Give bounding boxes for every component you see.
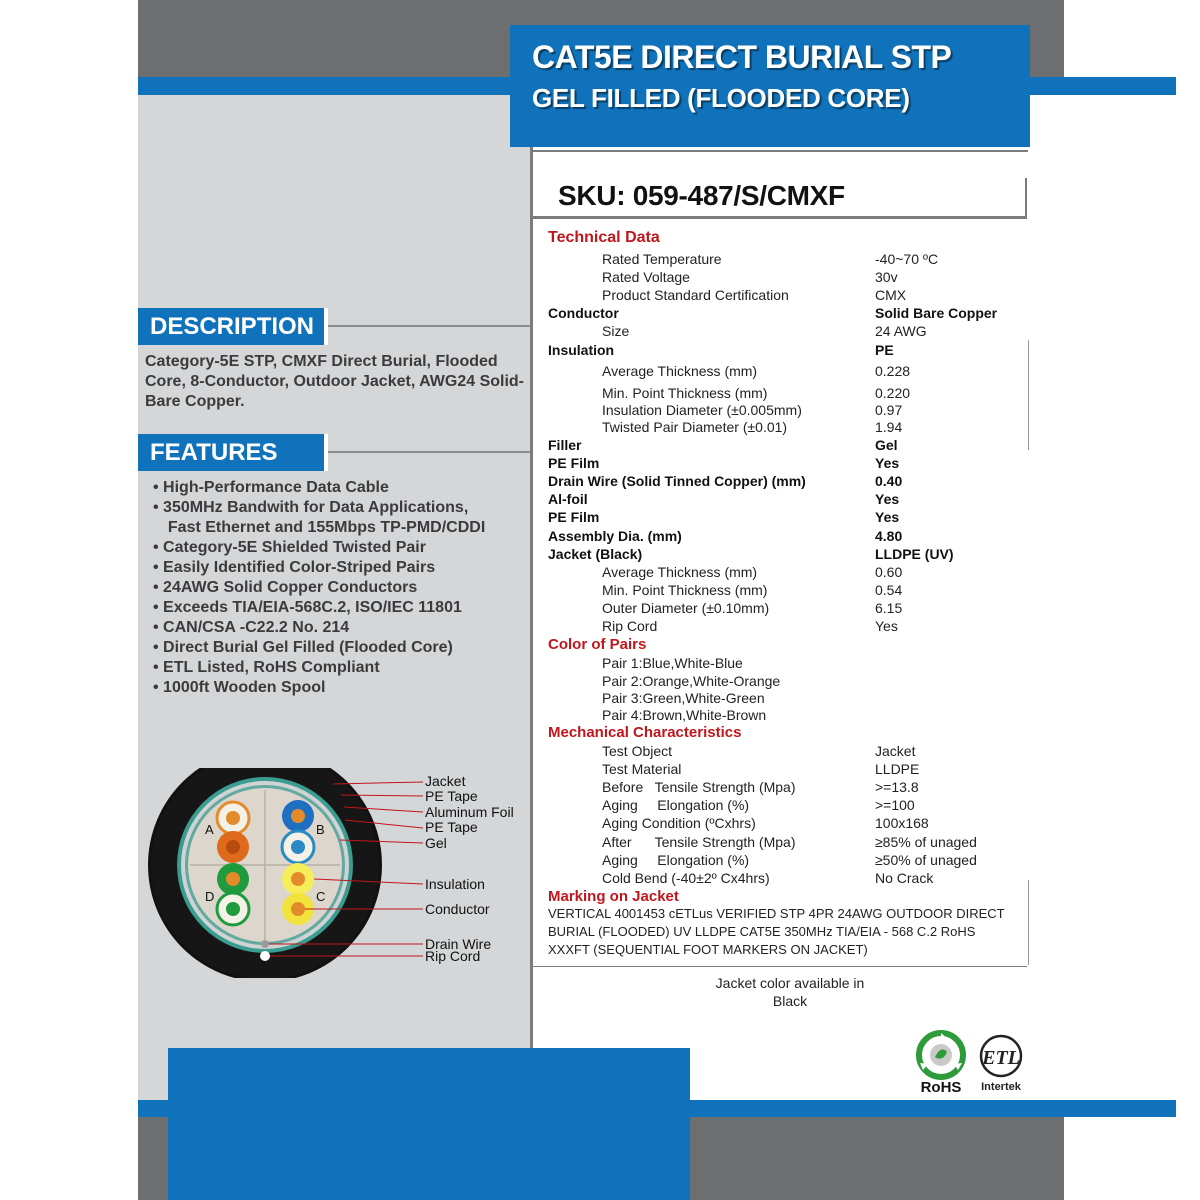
tech-row-label: Insulation Diameter (±0.005mm) [602,402,802,418]
tech-row-value: 0.60 [875,564,903,580]
color-pair-item: Pair 1:Blue,White-Blue [602,655,743,671]
sku-frame-top [533,150,1028,152]
tech-row-label: Average Thickness (mm) [602,363,758,379]
mech-row-value: LLDPE [875,761,920,777]
tech-row-label: PE Film [548,509,600,525]
feature-item: • 24AWG Solid Copper Conductors [153,579,418,596]
rip-cord-dot [260,951,270,961]
feature-item: • 1000ft Wooden Spool [153,679,326,696]
mech-row-label: Cold Bend (-40±2º Cx4hrs) [602,870,770,886]
technical-data-heading: Technical Data [548,229,660,246]
feature-item: Fast Ethernet and 155Mbps TP-PMD/CDDI [159,519,486,536]
rohs-logo [912,1030,970,1096]
color-pair-item: Pair 4:Brown,White-Brown [602,707,767,723]
tech-row-label: Filler [548,437,582,453]
feature-item: • Easily Identified Color-Striped Pairs [153,559,436,576]
jacket-color-note [680,974,900,1010]
title-line-2: GEL FILLED (FLOODED CORE) [532,83,910,113]
tech-row-label: Outer Diameter (±0.10mm) [602,600,770,616]
tech-row-label: Size [602,323,630,339]
tech-row-value: 0.97 [875,402,903,418]
label-rip-cord: Rip Cord [425,948,481,964]
marking-line: VERTICAL 4001453 cETLus VERIFIED STP 4PR 24AWG OUTDOOR DIRECT [548,906,1005,921]
drain-wire-dot [261,940,269,948]
mech-row-label: Aging Condition (ºCxhrs) [602,815,756,831]
etl-logo [976,1030,1026,1096]
mech-row-label: Test Material [602,761,682,777]
features-rule [328,451,530,453]
title-box [510,25,1030,147]
marking-heading: Marking on Jacket [548,888,679,905]
tech-row-value: Gel [875,437,898,453]
table-edge-line [1028,340,1029,450]
tech-row-value: 0.220 [875,385,911,401]
mech-row-label: Test Object [602,743,673,759]
pair-letter-b: B [316,822,325,837]
features-list [153,478,528,698]
mech-row-value: >=100 [875,797,915,813]
mech-row-value: 100x168 [875,815,929,831]
mech-row-value: ≥50% of unaged [875,852,977,868]
rohs-text: RoHS [920,1079,962,1096]
tech-row-label: Assembly Dia. (mm) [548,528,682,544]
tech-row-label: Rated Temperature [602,251,722,267]
feature-item: • Direct Burial Gel Filled (Flooded Core) [153,639,453,656]
tech-row-value: 6.15 [875,600,903,616]
label-insulation: Insulation [425,876,485,892]
tech-row-value: 4.80 [875,528,903,544]
mech-row-label: Aging Elongation (%) [602,797,750,813]
features-heading: FEATURES [138,434,328,471]
cable-cross-section-diagram [148,768,530,978]
tech-row-value: Yes [875,618,898,634]
feature-item: • 350MHz Bandwith for Data Applications, [153,499,469,516]
description-rule [328,325,530,327]
tech-row-value: 24 AWG [875,323,927,339]
pair-letter-d: D [205,889,215,904]
description-text: Category-5E STP, CMXF Direct Burial, Flooded Core, 8-Conductor, Outdoor Jacket, AWG24 Solid-Bare Copper. [145,353,525,410]
pair-letter-c: C [316,889,326,904]
tech-row-value: CMX [875,287,907,303]
footer-blue-box [168,1048,690,1200]
label-conductor: Conductor [425,901,490,917]
jacket-note-line-1: Jacket color available in [715,975,865,991]
feature-item: • ETL Listed, RoHS Compliant [153,659,380,676]
tech-row-label: Rated Voltage [602,269,690,285]
mech-row-label: After Tensile Strength (Mpa) [602,834,796,850]
tech-row-value: Yes [875,455,900,471]
marking-text [548,905,1028,959]
tech-row-value: Solid Bare Copper [875,305,998,321]
sku-frame-bottom [533,216,1027,219]
tech-row-label: Average Thickness (mm) [602,564,758,580]
mech-row-label: Before Tensile Strength (Mpa) [602,779,796,795]
feature-item: • Category-5E Shielded Twisted Pair [153,539,426,556]
color-pair-item: Pair 2:Orange,White-Orange [602,673,781,689]
tech-row-value: -40~70 ºC [875,251,939,267]
feature-item: • CAN/CSA -C22.2 No. 214 [153,619,350,636]
title-line-1: CAT5E DIRECT BURIAL STP [532,39,952,75]
mech-row-value: ≥85% of unaged [875,834,977,850]
sku-frame-right [1025,178,1027,218]
tech-row-value: 1.94 [875,419,903,435]
tech-row-value: Yes [875,491,900,507]
table-edge-line [1028,880,1029,965]
tech-row-label: Jacket (Black) [548,546,643,562]
tech-row-label: Twisted Pair Diameter (±0.01) [602,419,788,435]
tech-row-value: 30v [875,269,898,285]
label-drain-wire: Drain Wire [425,936,492,952]
marking-line: BURIAL (FLOODED) UV LLDPE CAT5E 350MHz TIA/EIA - 568 C.2 RoHS [548,924,976,939]
jacket-note-line-2: Black [772,993,808,1009]
jacket-note-rule [533,966,1027,967]
tech-row-label: Min. Point Thickness (mm) [602,582,768,598]
etl-mark-text: ETL [982,1047,1020,1069]
tech-row-label: Al-foil [548,491,588,507]
label-pe-tape-inner: PE Tape [425,819,478,835]
label-pe-tape: PE Tape [425,788,478,804]
mech-row-value: No Crack [875,870,934,886]
pair-letter-a: A [205,822,214,837]
tech-row-label: Product Standard Certification [602,287,789,303]
mech-row-value: >=13.8 [875,779,919,795]
label-jacket: Jacket [425,773,466,789]
tech-row-label: Drain Wire (Solid Tinned Copper) (mm) [548,473,806,489]
tech-row-value: Yes [875,509,900,525]
marking-line: XXXFT (SEQUENTIAL FOOT MARKERS ON JACKET) [548,942,868,957]
intertek-text: Intertek [981,1081,1021,1093]
feature-item: • High-Performance Data Cable [153,479,389,496]
mech-row-label: Aging Elongation (%) [602,852,750,868]
tech-row-label: Conductor [548,305,619,321]
tech-row-value: 0.228 [875,363,911,379]
tech-row-value: 0.40 [875,473,903,489]
tech-row-label: Min. Point Thickness (mm) [602,385,768,401]
feature-item: • Exceeds TIA/EIA-568C.2, ISO/IEC 11801 [153,599,462,616]
tech-row-label: Rip Cord [602,618,658,634]
tech-row-label: PE Film [548,455,600,471]
tech-row-value: 0.54 [875,582,903,598]
mechanical-heading: Mechanical Characteristics [548,724,742,741]
tech-row-label: Insulation [548,342,615,358]
color-pairs-heading: Color of Pairs [548,636,647,653]
mech-row-value: Jacket [875,743,916,759]
label-aluminum-foil: Aluminum Foil [425,804,514,820]
color-pair-item: Pair 3:Green,White-Green [602,690,765,706]
label-gel: Gel [425,835,447,851]
tech-row-value: LLDPE (UV) [875,546,954,562]
tech-row-value: PE [875,342,894,358]
sku-label: SKU: 059-487/S/CMXF [558,180,845,211]
description-heading: DESCRIPTION [138,308,328,345]
